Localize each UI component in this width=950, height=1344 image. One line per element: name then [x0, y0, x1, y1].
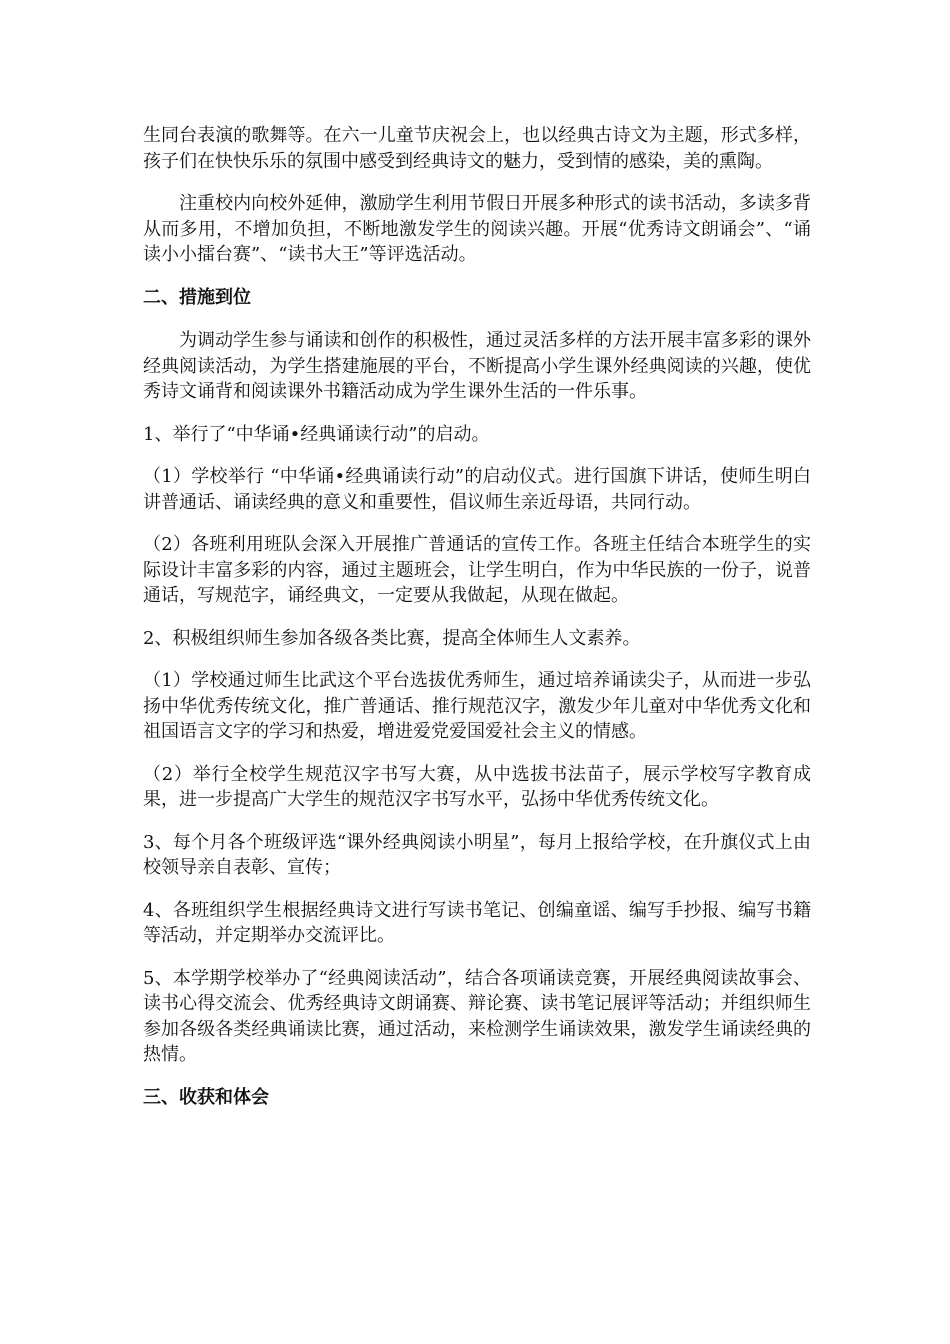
sub-item-1-2: （2）各班利用班队会深入开展推广普通话的宣传工作。各班主任结合本班学生的实际设计丰富多彩的内容，通过主题班会，让学生明白，作为中华民族的一份子，说普通话，写规范字，诵经典文，一定要从我做起，从现在做起。	[143, 534, 811, 606]
sub-item-1-1: （1）学校举行 “中华诵•经典诵读行动”的启动仪式。进行国旗下讲话，使师生明白讲普通话、诵读经典的意义和重要性，倡议师生亲近母语，共同行动。	[143, 466, 811, 513]
sub-item-2-2: （2）举行全校学生规范汉字书写大赛，从中选拔书法苗子，展示学校写字教育成果，进一步提高广大学生的规范汉字书写水平，弘扬中华优秀传统文化。	[143, 763, 811, 810]
list-item-5: 5、本学期学校举办了“经典阅读活动”，结合各项诵读竞赛，开展经典阅读故事会、读书心得交流会、优秀经典诗文朗诵赛、辩论赛、读书笔记展评等活动；并组织师生参加各级各类经典诵读比赛，通过活动，来检测学生诵读效果，激发学生诵读经典的热情。	[143, 967, 811, 1065]
paragraph-1: 生同台表演的歌舞等。在六一儿童节庆祝会上，也以经典古诗文为主题，形式多样，孩子们在快快乐乐的氛围中感受到经典诗文的魅力，受到情的感染，美的熏陶。	[143, 125, 811, 172]
section-heading-3: 三、收获和体会	[143, 1086, 269, 1108]
document-page	[143, 123, 811, 1128]
list-item-4: 4、各班组织学生根据经典诗文进行写读书笔记、创编童谣、编写手抄报、编写书籍等活动，并定期举办交流评比。	[143, 899, 811, 946]
list-item-1: 1、举行了“中华诵•经典诵读行动”的启动。	[143, 423, 490, 445]
paragraph-2: 注重校内向校外延伸，激励学生利用节假日开展多种形式的读书活动，多读多背从而多用，不增加负担，不断地激发学生的阅读兴趣。开展“优秀诗文朗诵会”、“诵读小小擂台赛”、“读书大王”等评选活动。	[143, 193, 811, 265]
paragraph-3: 为调动学生参与诵读和创作的积极性，通过灵活多样的方法开展丰富多彩的课外经典阅读活动，为学生搭建施展的平台，不断提高小学生课外经典阅读的兴趣，使优秀诗文诵背和阅读课外书籍活动成为学生课外生活的一件乐事。	[143, 330, 811, 402]
section-heading-2: 二、措施到位	[143, 286, 251, 308]
sub-item-2-1: （1）学校通过师生比武这个平台选拔优秀师生，通过培养诵读尖子，从而进一步弘扬中华优秀传统文化，推广普通话、推行规范汉字，激发少年儿童对中华优秀文化和祖国语言文字的学习和热爱，增进爱党爱国爱社会主义的情感。	[143, 670, 811, 742]
list-item-3: 3、每个月各个班级评选“课外经典阅读小明星”，每月上报给学校，在升旗仪式上由校领导亲自表彰、宣传；	[143, 831, 811, 878]
list-item-2: 2、积极组织师生参加各级各类比赛，提高全体师生人文素养。	[143, 627, 641, 649]
